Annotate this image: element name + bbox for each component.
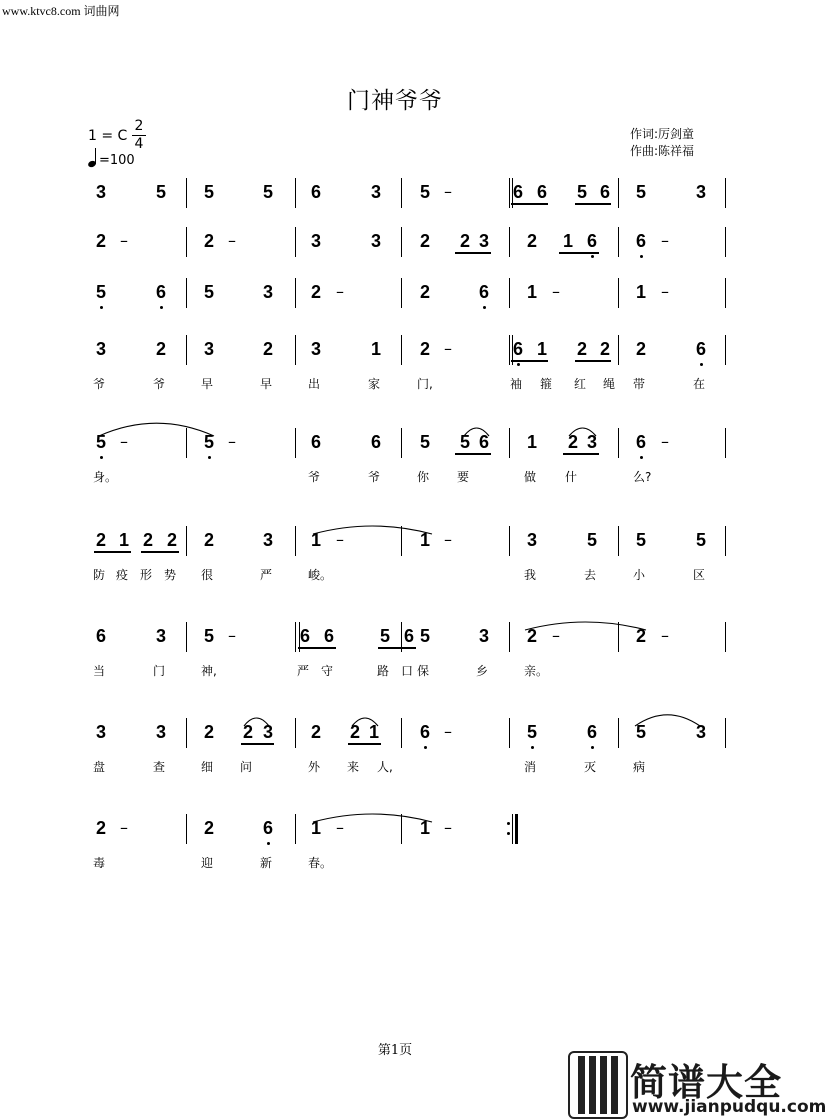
note: 5	[203, 626, 214, 646]
note: 3	[262, 722, 273, 742]
octave-low-dot	[591, 255, 594, 258]
note: 2	[419, 339, 430, 359]
barline	[725, 278, 726, 308]
barline	[401, 718, 402, 748]
lyric-syllable: 疫	[116, 568, 129, 582]
note: 2	[459, 231, 470, 251]
lyric-syllable: 很	[201, 568, 214, 582]
note: 6	[95, 626, 106, 646]
meter-top: 2	[134, 118, 144, 134]
barline	[725, 178, 726, 208]
barline	[618, 428, 619, 458]
eighth-beam	[575, 360, 611, 362]
barline	[186, 814, 187, 844]
eighth-beam	[455, 453, 491, 455]
lyric-syllable: 在	[693, 377, 706, 391]
lyric-syllable: 带	[633, 377, 646, 391]
lyric-syllable: 身。	[93, 470, 118, 484]
note: 5	[155, 182, 166, 202]
lyric-syllable: 箍	[540, 377, 553, 391]
lyric-syllable: 要	[457, 470, 470, 484]
octave-low-dot	[640, 255, 643, 258]
lyric-syllable: 你	[417, 470, 430, 484]
note: 1	[536, 339, 547, 359]
lyric-syllable: 红	[574, 377, 587, 391]
lyric-syllable: 乡	[476, 664, 489, 678]
note: 2	[310, 282, 321, 302]
note: 5	[635, 530, 646, 550]
note: 2	[349, 722, 360, 742]
note: 5	[95, 282, 106, 302]
barline	[509, 428, 510, 458]
lyric-syllable: 细	[201, 760, 214, 774]
note: 3	[203, 339, 214, 359]
note: 1	[562, 231, 573, 251]
note: 2	[310, 722, 321, 742]
lyric-syllable: 爷	[368, 470, 381, 484]
eighth-beam	[241, 743, 274, 745]
octave-low-dot	[160, 306, 163, 309]
score-system	[0, 624, 790, 694]
note: 2	[95, 530, 106, 550]
note: 6	[262, 818, 273, 838]
note: 2	[203, 722, 214, 742]
barline	[509, 227, 510, 257]
note: 6	[695, 339, 706, 359]
barline	[725, 335, 726, 365]
credits	[630, 126, 694, 160]
octave-low-dot	[267, 842, 270, 845]
note: 3	[310, 339, 321, 359]
eighth-beam	[559, 252, 599, 254]
lyricist: 作词:厉剑童	[630, 127, 695, 141]
note: 2	[262, 339, 273, 359]
score-system	[0, 430, 790, 500]
note: 6	[635, 432, 646, 452]
sustain-dash: –	[228, 626, 236, 645]
score-system	[0, 337, 790, 407]
note: 5	[419, 182, 430, 202]
barline	[618, 526, 619, 556]
lyric-syllable: 防	[93, 568, 106, 582]
note: 3	[155, 722, 166, 742]
sustain-dash: –	[120, 231, 128, 250]
octave-low-dot	[517, 363, 520, 366]
eighth-beam	[575, 203, 611, 205]
lyric-syllable: 袖	[510, 377, 523, 391]
note: 3	[586, 432, 597, 452]
note: 3	[95, 339, 106, 359]
barline	[401, 178, 402, 208]
barline	[186, 178, 187, 208]
note: 2	[166, 530, 177, 550]
note: 2	[576, 339, 587, 359]
note: 2	[419, 231, 430, 251]
eighth-beam	[455, 252, 491, 254]
lyric-syllable: 查	[153, 760, 166, 774]
note: 2	[419, 282, 430, 302]
lyric-syllable: 当	[93, 664, 106, 678]
sustain-dash: –	[552, 626, 560, 645]
sustain-dash: –	[336, 282, 344, 301]
sustain-dash: –	[444, 530, 452, 549]
note: 1	[310, 530, 321, 550]
octave-low-dot	[531, 746, 534, 749]
lyric-syllable: 峻。	[308, 568, 333, 582]
sustain-dash: –	[661, 231, 669, 250]
note: 5	[203, 432, 214, 452]
note: 1	[310, 818, 321, 838]
score-system	[0, 816, 790, 886]
lyric-syllable: 门,	[417, 377, 433, 391]
lyric-syllable: 来	[347, 760, 360, 774]
octave-low-dot	[483, 306, 486, 309]
note: 6	[478, 432, 489, 452]
barline	[618, 718, 619, 748]
note: 5	[695, 530, 706, 550]
note: 5	[419, 432, 430, 452]
barline	[295, 278, 296, 308]
note: 1	[368, 722, 379, 742]
note: 5	[203, 182, 214, 202]
barline	[509, 278, 510, 308]
note: 5	[95, 432, 106, 452]
site-header[interactable]: www.ktvc8.com 词曲网	[2, 4, 120, 18]
note: 5	[203, 282, 214, 302]
meter-bottom: 4	[134, 136, 144, 152]
barline	[295, 178, 296, 208]
eighth-beam	[378, 647, 416, 649]
note: 1	[370, 339, 381, 359]
barline	[295, 526, 296, 556]
eighth-beam	[348, 743, 381, 745]
score-system	[0, 720, 790, 790]
lyric-syllable: 什	[565, 470, 578, 484]
barline	[186, 227, 187, 257]
slur	[463, 422, 490, 442]
note: 1	[526, 282, 537, 302]
octave-low-dot	[100, 456, 103, 459]
barline	[618, 335, 619, 365]
lyric-syllable: 区	[693, 568, 706, 582]
barline	[725, 718, 726, 748]
note: 2	[203, 818, 214, 838]
note: 2	[526, 626, 537, 646]
piano-keys-icon	[568, 1050, 628, 1119]
lyric-syllable: 亲。	[524, 664, 549, 678]
barline	[295, 718, 296, 748]
sustain-dash: –	[444, 339, 452, 358]
eighth-beam	[94, 551, 131, 553]
note: 2	[142, 530, 153, 550]
barline	[401, 335, 402, 365]
sustain-dash: –	[444, 182, 452, 201]
lyric-syllable: 我	[524, 568, 537, 582]
eighth-beam	[298, 647, 336, 649]
note: 5	[635, 722, 646, 742]
barline	[401, 428, 402, 458]
barline	[401, 227, 402, 257]
note: 3	[262, 530, 273, 550]
lyric-syllable: 外	[308, 760, 321, 774]
sustain-dash: –	[552, 282, 560, 301]
sustain-dash: –	[661, 432, 669, 451]
barline	[618, 178, 619, 208]
slur	[351, 712, 379, 732]
sustain-dash: –	[120, 432, 128, 451]
note: 3	[95, 182, 106, 202]
note: 2	[155, 339, 166, 359]
key-signature: 1 = C	[88, 128, 128, 144]
sustain-dash: –	[336, 530, 344, 549]
lyric-syllable: 爷	[93, 377, 106, 391]
eighth-beam	[511, 203, 548, 205]
octave-low-dot	[640, 456, 643, 459]
lyric-syllable: 口	[401, 664, 414, 678]
repeat-dot	[507, 832, 510, 835]
note: 6	[586, 231, 597, 251]
note: 3	[262, 282, 273, 302]
slur	[312, 808, 433, 828]
barline	[401, 278, 402, 308]
lyric-syllable: 严	[260, 568, 273, 582]
note: 2	[526, 231, 537, 251]
note: 5	[586, 530, 597, 550]
eighth-beam	[563, 453, 599, 455]
lyric-syllable: 早	[260, 377, 273, 391]
lyric-syllable: 去	[584, 568, 597, 582]
barline	[509, 622, 510, 652]
lyric-syllable: 新	[260, 856, 273, 870]
note: 1	[526, 432, 537, 452]
barline	[725, 622, 726, 652]
score-system	[0, 528, 790, 598]
barline	[186, 526, 187, 556]
note: 6	[586, 722, 597, 742]
sustain-dash: –	[120, 818, 128, 837]
lyric-syllable: 家	[368, 377, 381, 391]
lyric-syllable: 么?	[633, 470, 652, 484]
lyric-syllable: 势	[164, 568, 177, 582]
note: 1	[635, 282, 646, 302]
note: 3	[478, 626, 489, 646]
note: 2	[242, 722, 253, 742]
note: 6	[635, 231, 646, 251]
lyric-syllable: 形	[140, 568, 153, 582]
lyric-syllable: 路	[377, 664, 390, 678]
song-title: 门神爷爷	[347, 88, 443, 114]
octave-low-dot	[591, 746, 594, 749]
lyric-syllable: 灭	[584, 760, 597, 774]
barline	[186, 622, 187, 652]
barline	[295, 428, 296, 458]
note: 2	[635, 339, 646, 359]
note: 3	[370, 182, 381, 202]
note: 6	[512, 339, 523, 359]
lyric-syllable: 门	[153, 664, 166, 678]
slur	[312, 520, 433, 540]
note: 2	[95, 231, 106, 251]
slur	[568, 422, 597, 442]
octave-low-dot	[424, 746, 427, 749]
note: 2	[203, 530, 214, 550]
sustain-dash: –	[336, 818, 344, 837]
note: 5	[419, 626, 430, 646]
note: 6	[299, 626, 310, 646]
note: 2	[567, 432, 578, 452]
note: 5	[635, 182, 646, 202]
barline	[509, 718, 510, 748]
lyric-syllable: 守	[321, 664, 334, 678]
lyric-syllable: 严	[297, 664, 310, 678]
note: 6	[512, 182, 523, 202]
barline	[186, 278, 187, 308]
slur	[524, 616, 647, 636]
sustain-dash: –	[444, 722, 452, 741]
tempo-value: =100	[99, 153, 135, 168]
note: 6	[536, 182, 547, 202]
note: 3	[526, 530, 537, 550]
octave-low-dot	[700, 363, 703, 366]
slur	[243, 712, 270, 732]
note: 1	[118, 530, 129, 550]
note: 2	[203, 231, 214, 251]
barline	[295, 335, 296, 365]
note: 5	[379, 626, 390, 646]
sustain-dash: –	[228, 432, 236, 451]
eighth-beam	[511, 360, 548, 362]
note: 5	[526, 722, 537, 742]
page-number: 第1页	[377, 1043, 413, 1058]
composer: 作曲:陈祥福	[630, 144, 695, 158]
note: 6	[478, 282, 489, 302]
note: 6	[323, 626, 334, 646]
lyric-syllable: 消	[524, 760, 537, 774]
sustain-dash: –	[228, 231, 236, 250]
lyric-syllable: 问	[240, 760, 253, 774]
lyric-syllable: 盘	[93, 760, 106, 774]
site-logo[interactable]	[568, 1050, 826, 1119]
note: 3	[478, 231, 489, 251]
tempo-marking	[88, 148, 135, 168]
slur	[634, 712, 701, 732]
lyric-syllable: 迎	[201, 856, 214, 870]
barline	[295, 227, 296, 257]
lyric-syllable: 毒	[93, 856, 106, 870]
note: 6	[419, 722, 430, 742]
repeat-dot	[507, 822, 510, 825]
barline	[725, 428, 726, 458]
slur	[98, 422, 215, 442]
note: 5	[576, 182, 587, 202]
barline	[295, 622, 296, 652]
lyric-syllable: 神,	[201, 664, 217, 678]
note: 5	[459, 432, 470, 452]
final-barline-thin	[512, 814, 513, 844]
logo-url: www.jianpudqu.com	[632, 1097, 826, 1117]
logo-title: 简谱大全	[630, 1061, 782, 1104]
note: 3	[310, 231, 321, 251]
barline	[725, 227, 726, 257]
quarter-note-icon	[88, 148, 98, 168]
note: 3	[155, 626, 166, 646]
final-barline-thick	[515, 814, 518, 844]
note: 1	[419, 818, 430, 838]
note: 5	[262, 182, 273, 202]
note: 2	[635, 626, 646, 646]
lyric-syllable: 绳	[603, 377, 616, 391]
eighth-beam	[141, 551, 179, 553]
lyric-syllable: 病	[633, 760, 646, 774]
sustain-dash: –	[444, 818, 452, 837]
lyric-syllable: 爷	[308, 470, 321, 484]
sustain-dash: –	[661, 282, 669, 301]
barline	[618, 227, 619, 257]
note: 6	[310, 182, 321, 202]
lyric-syllable: 小	[633, 568, 646, 582]
note: 2	[599, 339, 610, 359]
lyric-syllable: 春。	[308, 856, 333, 870]
note: 3	[695, 722, 706, 742]
note: 6	[599, 182, 610, 202]
barline	[509, 526, 510, 556]
barline	[295, 814, 296, 844]
lyric-syllable: 出	[308, 377, 321, 391]
octave-low-dot	[208, 456, 211, 459]
barline	[186, 718, 187, 748]
lyric-syllable: 爷	[153, 377, 166, 391]
note: 6	[403, 626, 414, 646]
note: 3	[370, 231, 381, 251]
note: 6	[310, 432, 321, 452]
lyric-syllable: 做	[524, 470, 537, 484]
note: 3	[695, 182, 706, 202]
octave-low-dot	[100, 306, 103, 309]
sustain-dash: –	[661, 626, 669, 645]
note: 3	[95, 722, 106, 742]
note: 6	[155, 282, 166, 302]
lyric-syllable: 早	[201, 377, 214, 391]
barline	[618, 278, 619, 308]
note: 6	[370, 432, 381, 452]
lyric-syllable: 人,	[377, 760, 393, 774]
barline	[725, 526, 726, 556]
lyric-syllable: 保	[417, 664, 430, 678]
note: 2	[95, 818, 106, 838]
barline	[186, 335, 187, 365]
note: 1	[419, 530, 430, 550]
